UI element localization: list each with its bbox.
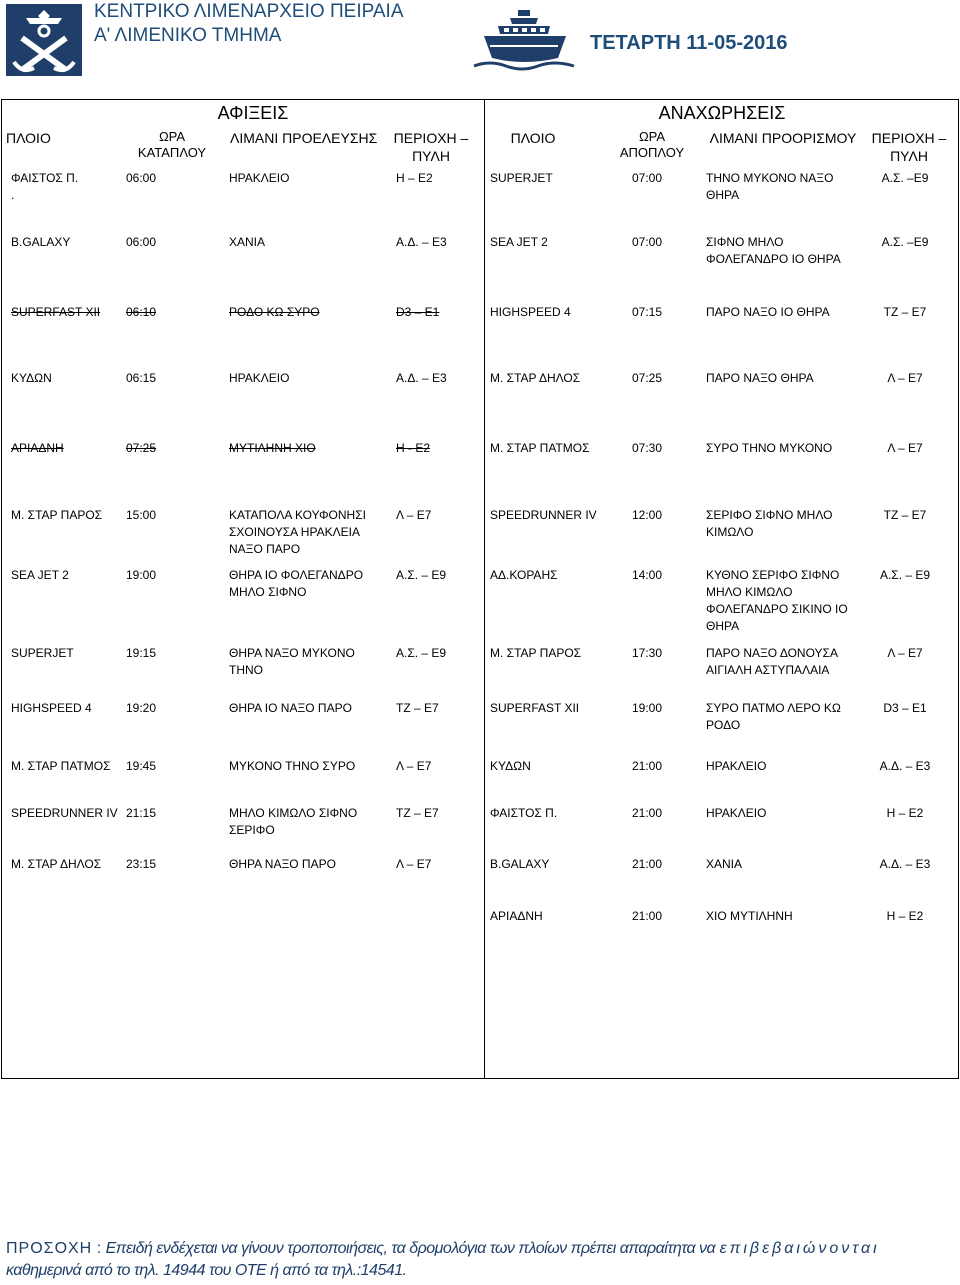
departure-ship [490,805,557,822]
arrival-port-line: ΘΗΡΑ ΙΟ ΦΟΛΕΓΑΝΔΡΟ [229,568,364,582]
departure-time-line: 21:00 [632,806,663,820]
arrival-port [229,805,357,839]
notice-label: ΠΡΟΣΟΧΗ [6,1240,93,1257]
arrival-port-line: ΣΕΡΙΦΟ [229,823,275,837]
arrival-ship-line: SPEEDRUNNER IV [11,806,118,820]
departure-time [632,304,662,321]
arrival-port-line: ΣΧΟΙΝΟΥΣΑ ΗΡΑΚΛΕΙΑ [229,525,360,539]
departure-port [706,440,832,457]
departure-port-line: ΚΙΜΩΛΟ [706,525,754,539]
arrival-gate [396,700,439,717]
departure-gate-line: Λ – Ε7 [887,441,923,455]
departure-port-line: ΗΡΑΚΛΕΙΟ [706,759,767,773]
departure-ship [490,856,549,873]
arrival-ship-line: SUPERFAST XII [11,305,101,319]
arrival-ship-line: Μ. ΣΤΑΡ ΠΑΡΟΣ [11,508,103,522]
departure-ship [490,234,548,251]
departure-time [632,805,662,822]
arrival-port-line: ΜΗΛΟ ΣΙΦΝΟ [229,585,307,599]
ship-icon [470,6,578,72]
arrival-time-line: 21:15 [126,806,157,820]
departure-ship [490,908,543,925]
arrival-ship-line: SUPERJET [11,646,74,660]
arrival-port-line: ΜΗΛΟ ΚΙΜΩΛΟ ΣΙΦΝΟ [229,806,358,820]
arrival-ship [11,567,69,584]
arrival-ship-line: ΦΑΙΣΤΟΣ Π. [11,171,79,185]
departure-time [632,440,662,457]
departure-time-line: 07:30 [632,441,663,455]
departure-port-line: ΠΑΡΟ ΝΑΞΟ ΙΟ ΘΗΡΑ [706,305,830,319]
departures-header-time [602,129,702,161]
notice-confirm: επιβεβαιώνονται [719,1240,880,1257]
departure-time [632,700,662,717]
departure-port [706,908,793,925]
departure-gate-line: Α.Σ. –Ε9 [881,171,929,185]
departure-port-line: ΡΟΔΟ [706,718,741,732]
arrival-port-line: ΡΟΔΟ ΚΩ ΣΥΡΟ [229,305,320,319]
departure-ship-line: SUPERJET [490,171,553,185]
arrival-ship [11,440,64,457]
departure-port-line: ΚΥΘΝΟ ΣΕΡΙΦΟ ΣΙΦΝΟ [706,568,840,582]
departure-port [706,170,833,204]
departure-ship [490,700,579,717]
arrival-time-line: 06:15 [126,371,157,385]
arrivals-title: ΑΦΙΞΕΙΣ [217,103,289,123]
departure-gate-line: Λ – Ε7 [887,371,923,385]
departure-gate-line: Α.Σ. – Ε9 [879,568,931,582]
departure-ship-line: ΦΑΙΣΤΟΣ Π. [490,806,558,820]
arrival-ship [11,507,102,524]
departure-port [706,370,814,387]
departure-port [706,645,838,679]
arrival-port [229,645,355,679]
departure-port [706,304,830,321]
arrival-gate [396,507,431,524]
section-divider [484,100,485,1078]
departure-port-line: ΧΙΟ ΜΥΤΙΛΗΝΗ [706,909,793,923]
notice-text-2: καθημερινά από το τηλ. 14944 του ΟΤΕ ή από τα τηλ.:14541. [6,1262,407,1279]
departure-ship-line: Β.GALAXY [490,857,550,871]
departure-gate [865,908,945,925]
department-name: Α' ΛΙΜΕΝΙΚΟ ΤΜΗΜΑ [94,25,282,46]
departure-time [632,170,662,187]
arrival-gate [396,440,430,457]
departure-port-line: ΧΑΝΙΑ [706,857,743,871]
arrival-time [126,507,156,524]
departures-header-time-line1: ΩΡΑ [638,129,666,144]
departure-port [706,700,841,734]
departure-ship-line: SEA JET 2 [490,235,548,249]
departure-port-line: ΣΙΦΝΟ ΜΗΛΟ [706,235,784,249]
departure-gate [865,856,945,873]
arrival-port [229,370,289,387]
arrival-gate-line: Α.Δ. – Ε3 [396,371,447,385]
departure-port-line: ΘΗΡΑ [706,188,740,202]
departure-ship [490,507,597,524]
departure-time [632,507,662,524]
arrival-port [229,856,336,873]
arrival-time-line: 23:15 [126,857,157,871]
departure-gate [865,507,945,524]
arrival-port-line: ΜΥΚΟΝΟ ΤΗΝΟ ΣΥΡΟ [229,759,356,773]
arrival-time-line: 19:20 [126,701,157,715]
arrival-port-line: ΗΡΑΚΛΕΙΟ [229,171,290,185]
departure-port-line: ΣΕΡΙΦΟ ΣΙΦΝΟ ΜΗΛΟ [706,508,833,522]
schedule-date: ΤΕΤΑΡΤΗ 11-05-2016 [590,32,788,54]
departure-ship-line: ΑΔ.ΚΟΡΑΗΣ [490,568,558,582]
departure-time [632,567,662,584]
arrival-ship-line: SEA JET 2 [11,568,69,582]
arrival-ship-line: Μ. ΣΤΑΡ ΠΑΤΜΟΣ [11,759,111,773]
departure-time-line: 17:30 [632,646,663,660]
departure-ship [490,170,553,187]
arrivals-header-port: ΛΙΜΑΝΙ ΠΡΟΕΛΕΥΣΗΣ [230,130,378,146]
arrival-time [126,700,156,717]
departure-time-line: 12:00 [632,508,663,522]
arrival-port-line: ΘΗΡΑ ΝΑΞΟ ΜΥΚΟΝΟ [229,646,355,660]
departure-gate-line: D3 – Ε1 [883,701,927,715]
departure-gate [865,805,945,822]
departure-gate-line: ΤΖ – Ε7 [883,508,927,522]
departure-time-line: 14:00 [632,568,663,582]
departure-port-line: ΑΙΓΙΑΛΗ ΑΣΤΥΠΑΛΑΙΑ [706,663,830,677]
arrival-gate [396,304,439,321]
arrival-gate-line: ΤΖ – Ε7 [396,806,439,820]
arrival-gate-line: Λ – Ε7 [396,857,432,871]
departures-header-time-line2: ΑΠΟΠΛΟΥ [619,145,685,160]
departure-gate-line: Η – Ε2 [886,909,924,923]
arrival-gate-line: Α.Δ. – Ε3 [396,235,447,249]
arrival-gate-line: ΤΖ – Ε7 [396,701,439,715]
arrival-port [229,304,320,321]
arrival-port-line: ΗΡΑΚΛΕΙΟ [229,371,290,385]
departure-ship [490,567,558,584]
arrival-gate [396,234,447,251]
arrival-port-line: ΝΑΞΟ ΠΑΡΟ [229,542,301,556]
arrival-time [126,856,156,873]
arrival-ship [11,856,101,873]
notice-text-1: Επειδή ενδέχεται να γίνουν τροποποιήσεις, τα δρομολόγια των πλοίων πρέπει απαραίτητα να [105,1240,716,1257]
arrival-gate-line: Λ – Ε7 [396,759,432,773]
departure-time-line: 07:00 [632,235,663,249]
departure-ship [490,758,531,775]
departure-time [632,758,662,775]
arrival-port [229,567,363,601]
departure-port-line: ΠΑΡΟ ΝΑΞΟ ΔΟΝΟΥΣΑ [706,646,838,660]
arrival-ship [11,645,74,662]
arrival-gate [396,170,433,187]
arrival-time [126,805,156,822]
departures-title: ΑΝΑΧΩΡΗΣΕΙΣ [658,103,786,123]
schedule-table [1,99,959,1079]
arrival-ship [11,234,70,251]
arrival-gate-line: Α.Σ. – Ε9 [396,646,447,660]
departure-ship [490,645,581,662]
departure-time [632,908,662,925]
arrival-ship [11,370,52,387]
departure-gate [865,645,945,662]
arrival-port-line: ΧΑΝΙΑ [229,235,266,249]
arrival-time-line: 19:00 [126,568,157,582]
arrivals-header-time-line1: ΩΡΑ [158,129,186,144]
arrivals-header-ship: ΠΛΟΙΟ [6,130,51,146]
arrival-gate [396,758,431,775]
arrival-ship [11,170,78,204]
arrival-port-line: ΚΑΤΑΠΟΛΑ ΚΟΥΦΟΝΗΣΙ [229,508,366,522]
departure-port [706,507,832,541]
footer-line-1 [6,1240,880,1258]
departure-port-line: ΗΡΑΚΛΕΙΟ [706,806,767,820]
arrival-ship-line: HIGHSPEED 4 [11,701,92,715]
arrival-time-line: 15:00 [126,508,157,522]
departure-port [706,856,742,873]
departure-gate-line: Η – Ε2 [886,806,924,820]
arrival-gate-line: Η - Ε2 [396,441,431,455]
arrival-ship-line: ΑΡΙΑΔΝΗ [11,441,64,455]
arrival-time [126,645,156,662]
arrivals-header-gate [386,129,476,165]
departure-port-line: ΦΟΛΕΓΑΝΔΡΟ ΙΟ ΘΗΡΑ [706,252,841,266]
departure-ship-line: ΚΥΔΩΝ [490,759,531,773]
departure-ship [490,370,580,387]
arrival-ship-line: . [11,188,15,202]
departure-ship [490,304,571,321]
departure-gate [865,304,945,321]
arrival-ship-line: Β.GALAXY [11,235,71,249]
arrival-port-line: ΘΗΡΑ ΙΟ ΝΑΞΟ ΠΑΡΟ [229,701,352,715]
notice-colon: : [96,1240,102,1257]
arrivals-header-time-line2: ΚΑΤΑΠΛΟΥ [137,145,207,160]
arrival-gate [396,645,446,662]
arrival-port-line: ΘΗΡΑ ΝΑΞΟ ΠΑΡΟ [229,857,336,871]
departure-time [632,645,662,662]
departure-gate-line: Λ – Ε7 [887,646,923,660]
departure-port [706,234,841,268]
departure-gate-line: Α.Σ. –Ε9 [881,235,929,249]
departure-gate [865,567,945,584]
anchor-crest-icon [6,4,82,76]
departure-time-line: 21:00 [632,857,663,871]
arrival-gate-line: Α.Σ. – Ε9 [396,568,447,582]
arrival-time [126,567,156,584]
arrivals-header-time [122,129,222,161]
departure-gate-line: Α.Δ. – Ε3 [879,857,931,871]
departure-time [632,856,662,873]
arrival-ship [11,758,111,775]
arrival-ship [11,304,100,321]
arrival-gate [396,856,431,873]
departure-time-line: 21:00 [632,759,663,773]
departure-ship-line: Μ. ΣΤΑΡ ΔΗΛΟΣ [490,371,581,385]
arrival-ship [11,805,118,822]
arrival-port [229,507,366,558]
arrival-time-line: 06:00 [126,235,157,249]
departure-gate [865,440,945,457]
departure-time-line: 21:00 [632,909,663,923]
departure-port [706,567,848,635]
arrival-time [126,304,156,321]
departure-gate-line: ΤΖ – Ε7 [883,305,927,319]
departures-header-gate-line2: ΠΥΛΗ [890,148,928,164]
arrival-port-line: ΜΥΤΙΛΗΝΗ ΧΙΟ [229,441,316,455]
arrival-time [126,758,156,775]
departure-gate-line: Α.Δ. – Ε3 [879,759,931,773]
departure-ship-line: SUPERFAST XII [490,701,580,715]
arrival-time [126,234,156,251]
departure-time-line: 07:00 [632,171,663,185]
arrival-gate [396,805,439,822]
arrival-port [229,758,355,775]
departure-time-line: 07:25 [632,371,663,385]
departure-ship-line: ΑΡΙΑΔΝΗ [490,909,543,923]
arrival-time [126,370,156,387]
departure-port-line: ΣΥΡΟ ΤΗΝΟ ΜΥΚΟΝΟ [706,441,833,455]
departure-time [632,234,662,251]
arrival-time-line: 07:25 [126,441,157,455]
departure-ship-line: Μ. ΣΤΑΡ ΠΑΡΟΣ [490,646,582,660]
arrival-gate-line: D3 – Ε1 [396,305,440,319]
departure-gate [865,370,945,387]
departure-port-line: ΘΗΡΑ [706,619,740,633]
departure-port-line: ΣΥΡΟ ΠΑΤΜΟ ΛΕΡΟ ΚΩ [706,701,841,715]
arrival-time-line: 06:10 [126,305,157,319]
org-name: ΚΕΝΤΡΙΚΟ ΛΙΜΕΝΑΡΧΕΙΟ ΠΕΙΡΑΙΑ [94,1,404,22]
arrival-ship [11,700,92,717]
departures-header-gate [864,129,954,165]
departure-port [706,758,766,775]
departures-header-gate-line1: ΠΕΡΙΟΧΗ – [871,130,947,146]
departure-port-line: ΜΗΛΟ ΚΙΜΩΛΟ [706,585,793,599]
arrival-port-line: ΤΗΝΟ [229,663,263,677]
arrival-time-line: 19:45 [126,759,157,773]
footer-line-2 [6,1262,407,1280]
departure-ship-line: Μ. ΣΤΑΡ ΠΑΤΜΟΣ [490,441,590,455]
departures-header-port: ΛΙΜΑΝΙ ΠΡΟΟΡΙΣΜΟΥ [709,130,857,146]
departure-ship-line: SPEEDRUNNER IV [490,508,597,522]
arrival-gate-line: Λ – Ε7 [396,508,432,522]
departure-time-line: 19:00 [632,701,663,715]
departure-gate [865,758,945,775]
arrival-port [229,234,265,251]
arrival-time [126,440,156,457]
departure-ship-line: HIGHSPEED 4 [490,305,571,319]
arrivals-header-gate-line2: ΠΥΛΗ [412,148,450,164]
departure-gate [865,234,945,251]
departure-gate [865,170,945,187]
arrival-gate-line: Η – Ε2 [396,171,433,185]
page-header [0,0,960,90]
departure-port-line: ΤΗΝΟ ΜΥΚΟΝΟ ΝΑΞΟ [706,171,834,185]
departure-port [706,805,766,822]
arrival-time [126,170,156,187]
arrival-ship-line: ΚΥΔΩΝ [11,371,52,385]
arrival-gate [396,370,447,387]
arrivals-header-gate-line1: ΠΕΡΙΟΧΗ – [393,130,469,146]
departure-port-line: ΦΟΛΕΓΑΝΔΡΟ ΣΙΚΙΝΟ ΙΟ [706,602,848,616]
departures-header-ship: ΠΛΟΙΟ [510,130,556,146]
arrival-port [229,700,352,717]
arrival-time-line: 06:00 [126,171,157,185]
departure-ship [490,440,590,457]
arrival-gate [396,567,446,584]
arrival-port [229,440,316,457]
arrival-port [229,170,289,187]
arrival-time-line: 19:15 [126,646,157,660]
departure-gate [865,700,945,717]
departure-time-line: 07:15 [632,305,663,319]
departure-time [632,370,662,387]
departure-port-line: ΠΑΡΟ ΝΑΞΟ ΘΗΡΑ [706,371,814,385]
arrival-ship-line: Μ. ΣΤΑΡ ΔΗΛΟΣ [11,857,102,871]
